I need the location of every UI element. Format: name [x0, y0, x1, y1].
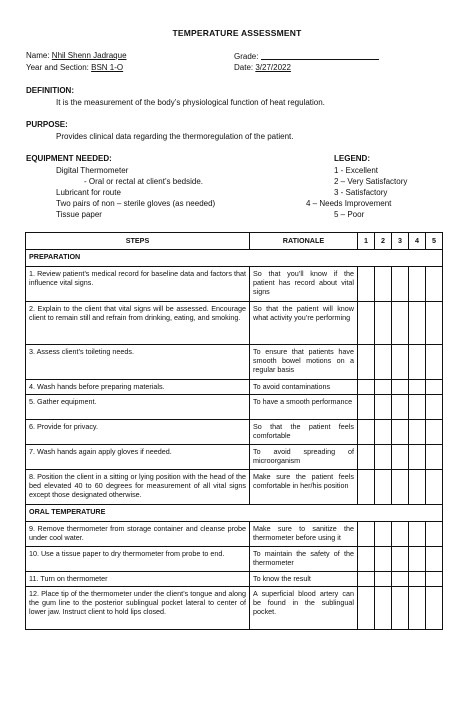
procedure-table [25, 232, 443, 630]
rating-cell[interactable] [375, 395, 392, 420]
rating-cell[interactable] [409, 395, 426, 420]
header-rating-1: 1 [358, 233, 375, 250]
rating-cell[interactable] [409, 522, 426, 547]
date-value: 3/27/2022 [255, 63, 291, 72]
rationale-cell: So that the patient will know what activity you’re performing [250, 302, 358, 345]
table-row [26, 547, 443, 572]
legend-item: 3 - Satisfactory [334, 188, 388, 197]
rating-cell[interactable] [358, 267, 375, 302]
rating-cell[interactable] [392, 267, 409, 302]
rating-cell[interactable] [392, 522, 409, 547]
step-cell: 7. Wash hands again apply gloves if needed. [26, 445, 250, 470]
rating-cell[interactable] [426, 547, 443, 572]
section-preparation: PREPARATION [26, 250, 443, 267]
rating-cell[interactable] [358, 587, 375, 630]
table-row [26, 345, 443, 380]
rating-cell[interactable] [375, 587, 392, 630]
step-cell: 10. Use a tissue paper to dry thermometer from probe to end. [26, 547, 250, 572]
header-rating-3: 3 [392, 233, 409, 250]
rating-cell[interactable] [392, 572, 409, 587]
rating-cell[interactable] [426, 420, 443, 445]
rating-cell[interactable] [358, 302, 375, 345]
rating-cell[interactable] [375, 470, 392, 505]
rating-cell[interactable] [375, 420, 392, 445]
table-header-row [26, 233, 443, 250]
rating-cell[interactable] [375, 572, 392, 587]
rating-cell[interactable] [392, 420, 409, 445]
step-cell: 9. Remove thermometer from storage container and cleanse probe under cool water. [26, 522, 250, 547]
rating-cell[interactable] [375, 445, 392, 470]
rating-cell[interactable] [426, 302, 443, 345]
table-row [26, 445, 443, 470]
rating-cell[interactable] [375, 302, 392, 345]
rating-cell[interactable] [409, 572, 426, 587]
rationale-cell: So that you’ll know if the patient has record about vital signs [250, 267, 358, 302]
rating-cell[interactable] [358, 420, 375, 445]
rating-cell[interactable] [358, 345, 375, 380]
legend-item: 1 - Excellent [334, 166, 379, 175]
rating-cell[interactable] [392, 470, 409, 505]
rating-cell[interactable] [392, 547, 409, 572]
legend-item: 2 – Very Satisfactory [334, 177, 408, 186]
rating-cell[interactable] [409, 445, 426, 470]
header-rating-4: 4 [409, 233, 426, 250]
rating-cell[interactable] [392, 345, 409, 380]
grade-row [234, 51, 379, 62]
date-row [234, 63, 291, 73]
rating-cell[interactable] [392, 380, 409, 395]
step-cell: 2. Explain to the client that vital signs will be assessed. Encourage client to remain still and refrain from drinking, eating, and smoking. [26, 302, 250, 345]
rating-cell[interactable] [392, 445, 409, 470]
table-row [26, 470, 443, 505]
rationale-cell: To maintain the safety of the thermometer [250, 547, 358, 572]
year-value: BSN 1-O [91, 63, 124, 72]
table-row [26, 522, 443, 547]
name-value: Nhil Shenn Jadraque [51, 51, 127, 60]
legend-item: 4 – Needs Improvement [306, 199, 392, 208]
table-row [26, 267, 443, 302]
rationale-cell: To ensure that patients have smooth bowel motions on a regular basis [250, 345, 358, 380]
rating-cell[interactable] [426, 470, 443, 505]
rating-cell[interactable] [409, 345, 426, 380]
rating-cell[interactable] [426, 445, 443, 470]
rating-cell[interactable] [409, 420, 426, 445]
rating-cell[interactable] [392, 395, 409, 420]
grade-blank [261, 51, 379, 60]
rating-cell[interactable] [426, 395, 443, 420]
purpose-heading: PURPOSE: [26, 120, 68, 129]
section-row [26, 250, 443, 267]
rating-cell[interactable] [409, 587, 426, 630]
rating-cell[interactable] [426, 267, 443, 302]
date-label: Date: [234, 63, 254, 72]
step-cell: 3. Assess client’s toileting needs. [26, 345, 250, 380]
rating-cell[interactable] [426, 380, 443, 395]
rationale-cell: To have a smooth performance [250, 395, 358, 420]
step-cell: 11. Turn on thermometer [26, 572, 250, 587]
rationale-cell: A superficial blood artery can be found in the sublingual pocket. [250, 587, 358, 630]
equipment-item: Lubricant for route [56, 188, 121, 197]
year-row [26, 63, 123, 73]
equipment-item: Two pairs of non – sterile gloves (as needed) [56, 199, 216, 208]
name-row [26, 51, 127, 61]
header-rationale: RATIONALE [250, 233, 358, 250]
step-cell: 12. Place tip of the thermometer under the client’s tongue and along the gum line to the posterior sublingual pocket lateral to center of lower jaw. Instruct client to hold lips closed. [26, 587, 250, 630]
rating-cell[interactable] [392, 302, 409, 345]
table-row [26, 302, 443, 345]
equipment-item: - Oral or rectal at client’s bedside. [84, 177, 204, 186]
rating-cell[interactable] [358, 395, 375, 420]
legend-heading: LEGEND: [334, 154, 370, 163]
rationale-cell: To avoid contaminations [250, 380, 358, 395]
rationale-cell: Make sure to sanitize the thermometer before using it [250, 522, 358, 547]
table-row [26, 395, 443, 420]
legend-item: 5 – Poor [334, 210, 365, 219]
rationale-cell: To avoid spreading of microorganism [250, 445, 358, 470]
rating-cell[interactable] [375, 547, 392, 572]
purpose-text: Provides clinical data regarding the thermoregulation of the patient. [56, 132, 294, 141]
step-cell: 5. Gather equipment. [26, 395, 250, 420]
rating-cell[interactable] [426, 345, 443, 380]
rationale-cell: Make sure the patient feels comfortable in her/his position [250, 470, 358, 505]
definition-text: It is the measurement of the body’s physiological function of heat regulation. [56, 98, 325, 107]
rationale-cell: So that the patient feels comfortable [250, 420, 358, 445]
step-cell: 4. Wash hands before preparing materials. [26, 380, 250, 395]
rating-cell[interactable] [409, 267, 426, 302]
table-row [26, 572, 443, 587]
rating-cell[interactable] [358, 547, 375, 572]
grade-label: Grade: [234, 52, 259, 61]
rating-cell[interactable] [392, 587, 409, 630]
rating-cell[interactable] [409, 547, 426, 572]
rating-cell[interactable] [358, 470, 375, 505]
rating-cell[interactable] [358, 445, 375, 470]
rating-cell[interactable] [375, 522, 392, 547]
header-rating-2: 2 [375, 233, 392, 250]
equipment-item: Tissue paper [56, 210, 102, 219]
definition-heading: DEFINITION: [26, 86, 74, 95]
rating-cell[interactable] [426, 587, 443, 630]
rating-cell[interactable] [375, 345, 392, 380]
rating-cell[interactable] [409, 470, 426, 505]
header-steps: STEPS [26, 233, 250, 250]
table-row [26, 420, 443, 445]
page-title: TEMPERATURE ASSESSMENT [172, 28, 302, 38]
header-rating-5: 5 [426, 233, 443, 250]
step-cell: 1. Review patient’s medical record for baseline data and factors that influence vital signs. [26, 267, 250, 302]
rating-cell[interactable] [426, 572, 443, 587]
step-cell: 6. Provide for privacy. [26, 420, 250, 445]
year-label: Year and Section: [26, 63, 89, 72]
rating-cell[interactable] [358, 380, 375, 395]
equipment-heading: EQUIPMENT NEEDED: [26, 154, 112, 163]
name-label: Name: [26, 51, 50, 60]
rating-cell[interactable] [409, 380, 426, 395]
rating-cell[interactable] [375, 380, 392, 395]
rating-cell[interactable] [358, 572, 375, 587]
table-row [26, 380, 443, 395]
rationale-cell: To know the result [250, 572, 358, 587]
section-row [26, 505, 443, 522]
step-cell: 8. Position the client in a sitting or lying position with the head of the bed elevated 40 to 60 degrees for measurement of all vital signs except those designated otherwise. [26, 470, 250, 505]
rating-cell[interactable] [409, 302, 426, 345]
rating-cell[interactable] [426, 522, 443, 547]
rating-cell[interactable] [375, 267, 392, 302]
section-oral-temperature: ORAL TEMPERATURE [26, 505, 443, 522]
equipment-item: Digital Thermometer [56, 166, 129, 175]
rating-cell[interactable] [358, 522, 375, 547]
table-row [26, 587, 443, 630]
